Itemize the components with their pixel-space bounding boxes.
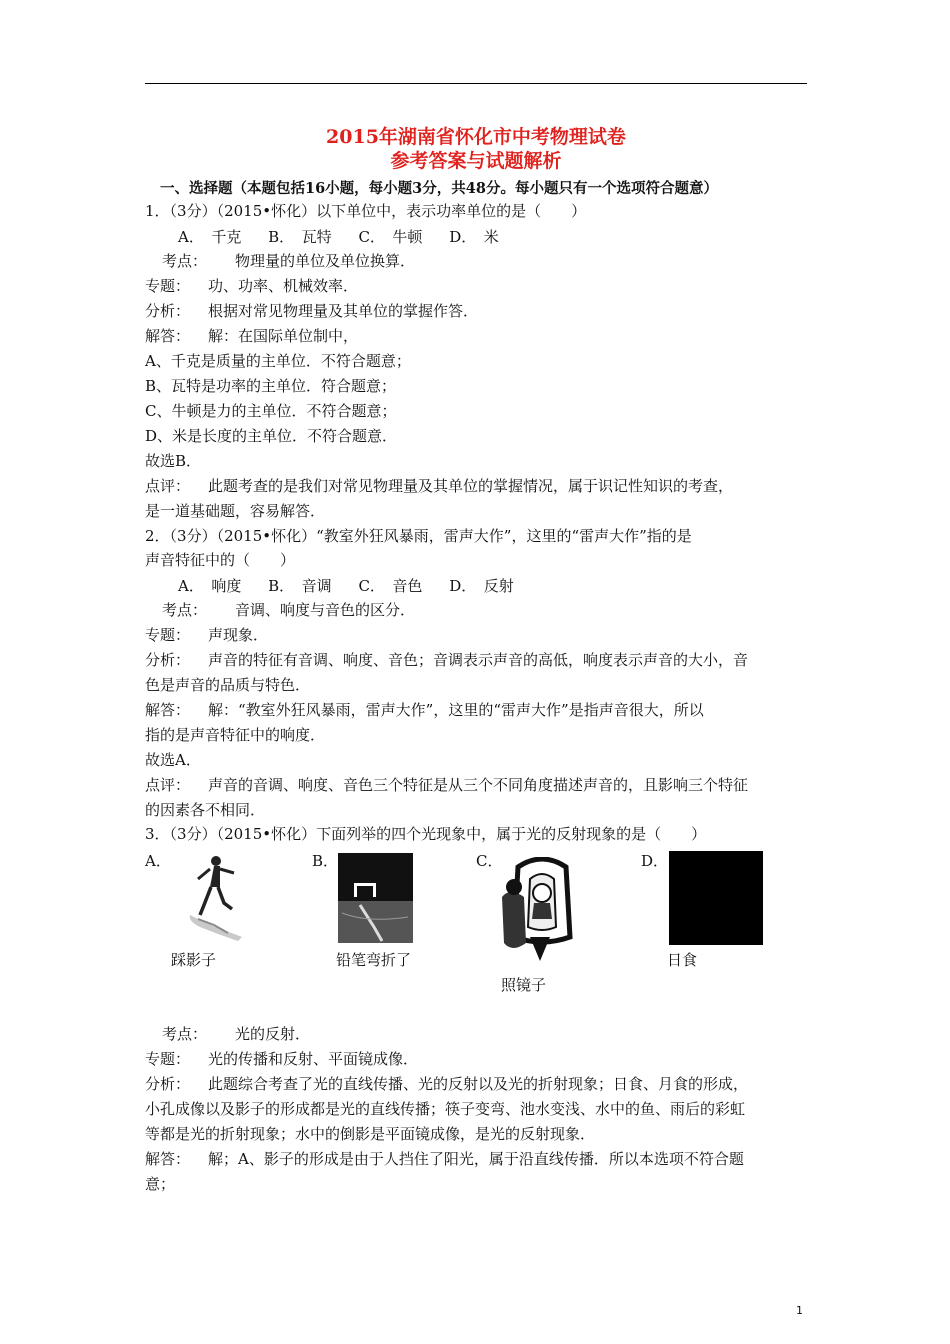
q2-option-d: D． 反射 bbox=[449, 577, 514, 595]
q3-caption-c: 照镜子 bbox=[501, 976, 547, 994]
q2-answer: 故选A． bbox=[145, 751, 201, 769]
q1-stem: 1．（3分）（2015•怀化）以下单位中，表示功率单位的是（ ） bbox=[145, 202, 587, 220]
q2-options bbox=[178, 575, 536, 596]
q1-jieda: 解答： 解：在国际单位制中， bbox=[145, 327, 359, 345]
q3-option-c-letter: C． bbox=[476, 852, 503, 870]
q1-options bbox=[178, 226, 521, 247]
q3-fenxi: 分析： 此题综合考查了光的直线传播、光的反射以及光的折射现象；日食、月食的形成， bbox=[145, 1075, 749, 1093]
header-rule bbox=[145, 83, 807, 84]
q1-option-b: B． 瓦特 bbox=[268, 228, 332, 246]
q3-option-d-letter: D． bbox=[641, 852, 669, 870]
q2-option-c: C． 音色 bbox=[358, 577, 423, 595]
q3-zhuanti: 专题： 光的传播和反射、平面镜成像． bbox=[145, 1050, 419, 1068]
q2-option-a: A． 响度 bbox=[178, 577, 242, 595]
q1-fenxi: 分析： 根据对常见物理量及其单位的掌握作答． bbox=[145, 302, 479, 320]
q1-dianping: 点评： 此题考查的是我们对常见物理量及其单位的掌握情况，属于识记性知识的考查， bbox=[145, 477, 734, 495]
q2-fenxi: 分析： 声音的特征有音调、响度、音色；音调表示声音的高低，响度表示声音的大小，音 bbox=[145, 651, 749, 669]
q2-stem-cont: 声音特征中的（ ） bbox=[145, 551, 296, 569]
q3-fenxi-cont2: 等都是光的折射现象；水中的倒影是平面镜成像，是光的反射现象． bbox=[145, 1125, 596, 1143]
q1-line-b: B、瓦特是功率的主单位．符合题意； bbox=[145, 377, 397, 395]
figure-bent-pencil bbox=[338, 853, 413, 943]
q2-jieda-cont: 指的是声音特征中的响度． bbox=[145, 726, 326, 744]
page-number: 1 bbox=[796, 1304, 803, 1317]
q1-dianping-cont: 是一道基础题，容易解答． bbox=[145, 502, 326, 520]
q1-kaodian: 考点： 物理量的单位及单位换算． bbox=[162, 252, 416, 270]
q1-line-c: C、牛顿是力的主单位．不符合题意； bbox=[145, 402, 397, 420]
q2-dianping-cont: 的因素各不相同． bbox=[145, 801, 266, 819]
q3-caption-d: 日食 bbox=[667, 951, 698, 969]
q1-option-a: A． 千克 bbox=[178, 228, 242, 246]
q3-kaodian: 考点： 光的反射． bbox=[162, 1025, 311, 1043]
q3-option-a-letter: A． bbox=[145, 852, 171, 870]
q2-kaodian: 考点： 音调、响度与音色的区分． bbox=[162, 601, 416, 619]
q1-line-d: D、米是长度的主单位．不符合题意． bbox=[145, 427, 398, 445]
q1-zhuanti: 专题： 功、功率、机械效率． bbox=[145, 277, 359, 295]
q3-option-b-letter: B． bbox=[312, 852, 339, 870]
q2-dianping: 点评： 声音的音调、响度、音色三个特征是从三个不同角度描述声音的，且影响三个特征 bbox=[145, 776, 749, 794]
q3-stem: 3．（3分）（2015•怀化）下面列举的四个光现象中，属于光的反射现象的是（ ） bbox=[145, 825, 707, 843]
figure-mirror bbox=[500, 857, 585, 962]
q2-stem: 2．（3分）（2015•怀化）“教室外狂风暴雨，雷声大作”，这里的“雷声大作”指的是 bbox=[145, 527, 692, 545]
q2-zhuanti: 专题： 声现象． bbox=[145, 626, 269, 644]
q3-jieda: 解答： 解；A、影子的形成是由于人挡住了阳光，属于沿直线传播．所以本选项不符合题 bbox=[145, 1150, 744, 1168]
q1-option-c: C． 牛顿 bbox=[358, 228, 423, 246]
figure-stepping-shadow bbox=[180, 853, 250, 941]
q1-answer: 故选B． bbox=[145, 452, 202, 470]
q2-fenxi-cont: 色是声音的品质与特色． bbox=[145, 676, 311, 694]
q3-jieda-cont: 意； bbox=[145, 1175, 176, 1193]
section-heading: 一、选择题（本题包括16小题，每小题3分，共48分。每小题只有一个选项符合题意） bbox=[160, 180, 718, 197]
doc-subtitle: 参考答案与试题解析 bbox=[390, 150, 562, 172]
q3-fenxi-cont: 小孔成像以及影子的形成都是光的直线传播；筷子变弯、池水变浅、水中的鱼、雨后的彩虹 bbox=[145, 1100, 746, 1118]
q3-caption-b: 铅笔弯折了 bbox=[336, 951, 412, 969]
q2-option-b: B． 音调 bbox=[268, 577, 332, 595]
q3-caption-a: 踩影子 bbox=[171, 951, 217, 969]
figure-eclipse bbox=[669, 851, 763, 945]
q2-jieda: 解答： 解：“教室外狂风暴雨，雷声大作”，这里的“雷声大作”是指声音很大，所以 bbox=[145, 701, 704, 719]
doc-title: 2015年湖南省怀化市中考物理试卷 bbox=[326, 126, 626, 148]
q1-option-d: D． 米 bbox=[449, 228, 499, 246]
q1-line-a: A、千克是质量的主单位．不符合题意； bbox=[145, 352, 411, 370]
